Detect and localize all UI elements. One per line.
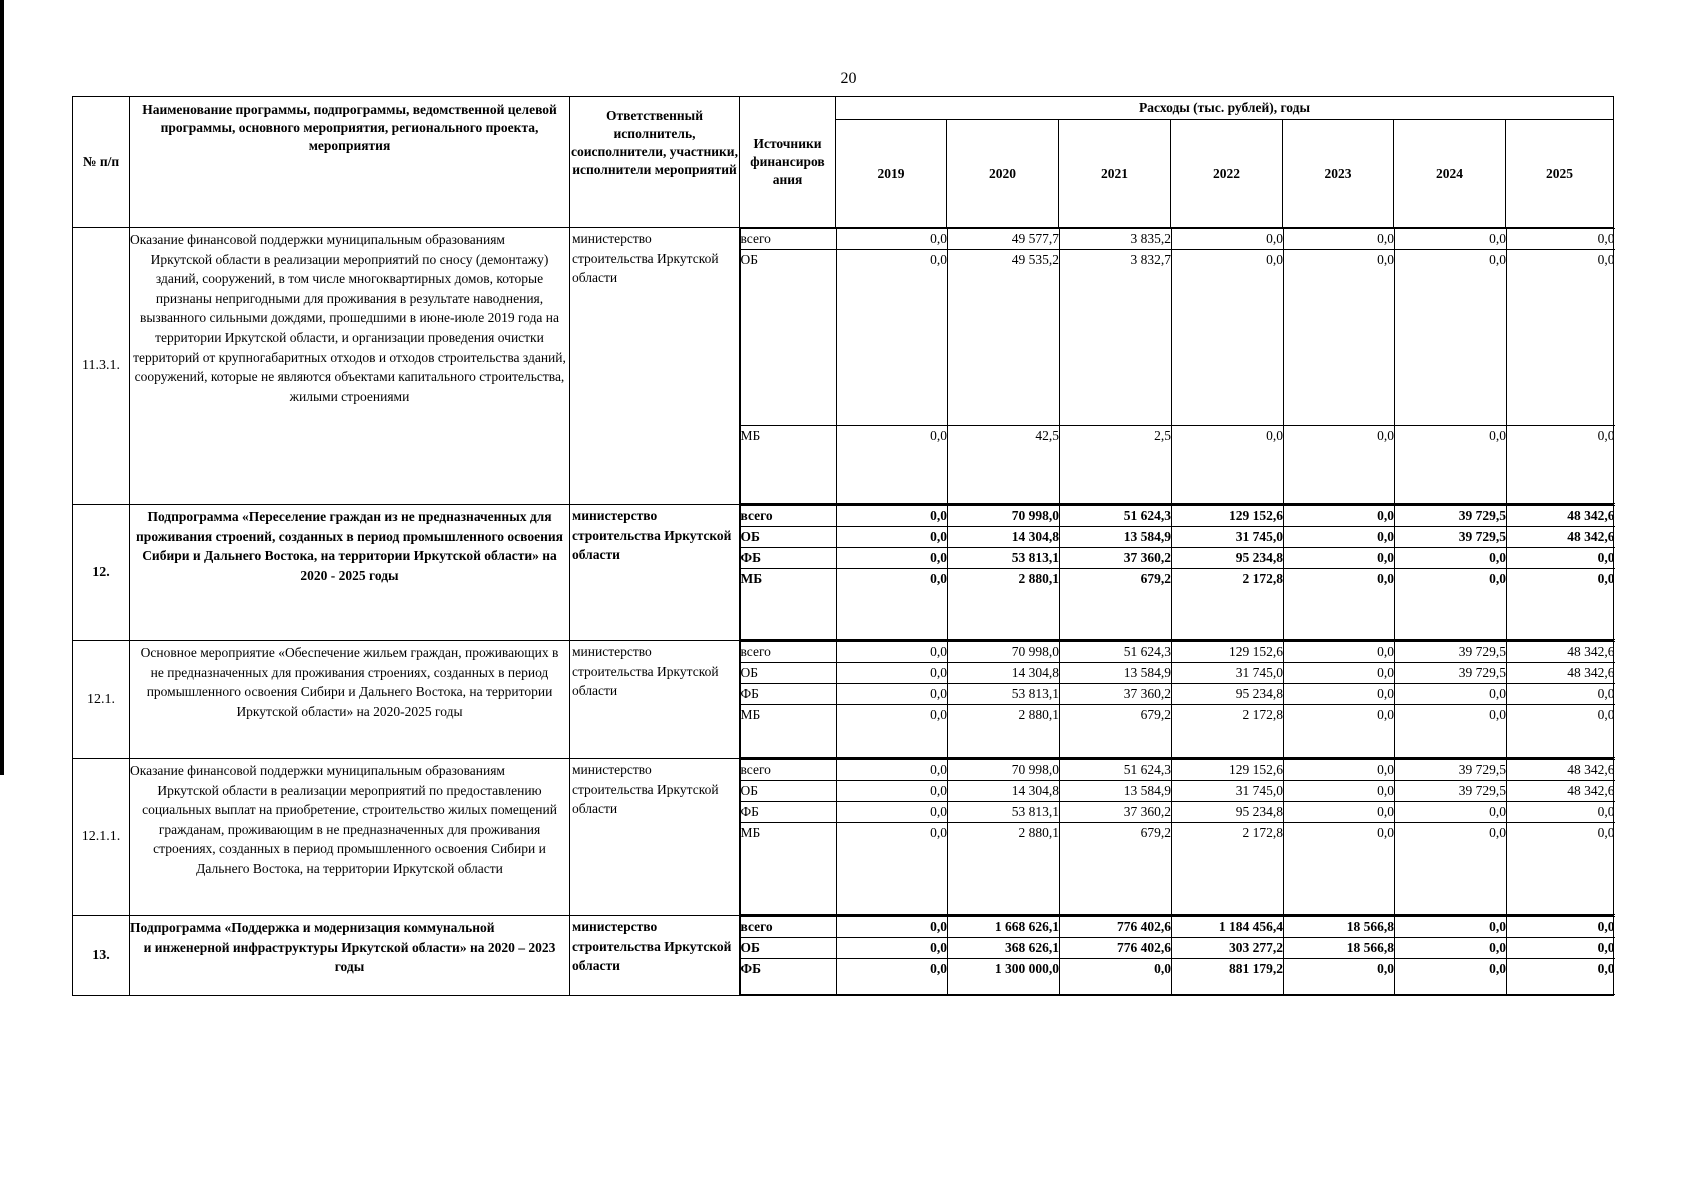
funding-value: 0,0 — [1507, 959, 1615, 995]
funding-source: ОБ — [741, 250, 837, 426]
funding-source-row — [741, 506, 1615, 527]
funding-value: 2 172,8 — [1172, 705, 1284, 758]
funding-value: 18 566,8 — [1284, 938, 1395, 959]
table-body — [73, 228, 1614, 996]
header-year: 2022 — [1171, 120, 1283, 228]
funding-value: 14 304,8 — [948, 663, 1060, 684]
row-name-first-line: Оказание финансовой поддержки муниципальным образованиям — [130, 763, 505, 778]
funding-source: ОБ — [741, 527, 837, 548]
funding-value: 0,0 — [837, 760, 948, 781]
funding-source: ОБ — [741, 938, 837, 959]
funding-value: 129 152,6 — [1172, 506, 1284, 527]
funding-value: 70 998,0 — [948, 760, 1060, 781]
row-name-text: и инженерной инфраструктуры Иркутской области» на 2020 – 2023 годы — [143, 939, 556, 975]
funding-value: 0,0 — [1172, 426, 1284, 504]
funding-value: 129 152,6 — [1172, 642, 1284, 663]
funding-source-row — [741, 527, 1615, 548]
funding-value: 2 172,8 — [1172, 569, 1284, 640]
funding-subtable — [741, 228, 1615, 504]
funding-value: 39 729,5 — [1395, 506, 1507, 527]
row-name-first-line: Оказание финансовой поддержки муниципальным образованиям — [130, 232, 505, 247]
funding-source: всего — [741, 760, 837, 781]
funding-value: 0,0 — [1284, 959, 1395, 995]
funding-value: 0,0 — [1395, 569, 1507, 640]
funding-value: 14 304,8 — [948, 527, 1060, 548]
funding-value: 0,0 — [837, 527, 948, 548]
table-row — [73, 641, 1614, 759]
funding-value: 0,0 — [1284, 527, 1395, 548]
funding-value: 48 342,6 — [1507, 663, 1615, 684]
funding-value: 0,0 — [1395, 229, 1507, 250]
funding-value: 48 342,6 — [1507, 642, 1615, 663]
funding-value: 2,5 — [1060, 426, 1172, 504]
funding-value: 0,0 — [1507, 938, 1615, 959]
funding-value: 0,0 — [837, 938, 948, 959]
funding-value: 13 584,9 — [1060, 527, 1172, 548]
row-executor: министерство строительства Иркутской области — [570, 916, 740, 996]
funding-source: ФБ — [741, 959, 837, 995]
row-number: 12.1. — [73, 641, 130, 759]
funding-value: 0,0 — [1284, 250, 1395, 426]
funding-value: 0,0 — [1284, 548, 1395, 569]
funding-value: 48 342,6 — [1507, 781, 1615, 802]
funding-value: 49 535,2 — [948, 250, 1060, 426]
row-name-first-line: Подпрограмма «Поддержка и модернизация коммунальной — [130, 920, 495, 935]
table-row — [73, 505, 1614, 641]
funding-value: 303 277,2 — [1172, 938, 1284, 959]
funding-value: 39 729,5 — [1395, 663, 1507, 684]
row-funding-cell — [740, 641, 1614, 759]
funding-value: 0,0 — [1284, 802, 1395, 823]
row-name — [130, 228, 570, 505]
funding-source: МБ — [741, 705, 837, 758]
funding-source-row — [741, 959, 1615, 995]
row-name-text: Подпрограмма «Переселение граждан из не предназначенных для проживания строений, созданных в период промышленного освоения Сибири и Дальнего Востока, на территории Иркутской области» на 2020 - 2025 годы — [136, 509, 563, 583]
row-funding-cell — [740, 916, 1614, 996]
row-number: 12.1.1. — [73, 759, 130, 916]
row-number: 11.3.1. — [73, 228, 130, 505]
funding-value: 0,0 — [837, 250, 948, 426]
header-year: 2020 — [947, 120, 1059, 228]
row-name — [130, 759, 570, 916]
header-expenses: Расходы (тыс. рублей), годы — [836, 97, 1614, 120]
funding-value: 31 745,0 — [1172, 663, 1284, 684]
funding-source: МБ — [741, 823, 837, 915]
row-name — [130, 641, 570, 759]
funding-subtable — [741, 759, 1615, 915]
funding-value: 0,0 — [837, 823, 948, 915]
funding-value: 31 745,0 — [1172, 781, 1284, 802]
funding-value: 0,0 — [837, 705, 948, 758]
funding-source-row — [741, 781, 1615, 802]
funding-value: 0,0 — [1507, 917, 1615, 938]
funding-value: 0,0 — [837, 426, 948, 504]
funding-value: 39 729,5 — [1395, 760, 1507, 781]
funding-value: 0,0 — [1507, 548, 1615, 569]
funding-value: 0,0 — [1284, 684, 1395, 705]
funding-value: 0,0 — [837, 569, 948, 640]
row-funding-cell — [740, 759, 1614, 916]
header-year: 2021 — [1059, 120, 1171, 228]
funding-value: 0,0 — [837, 229, 948, 250]
funding-value: 0,0 — [1395, 426, 1507, 504]
table-row — [73, 916, 1614, 996]
funding-value: 0,0 — [1507, 229, 1615, 250]
funding-value: 0,0 — [1507, 250, 1615, 426]
funding-source: всего — [741, 229, 837, 250]
funding-value: 13 584,9 — [1060, 663, 1172, 684]
funding-source: МБ — [741, 569, 837, 640]
funding-value: 2 172,8 — [1172, 823, 1284, 915]
funding-source-row — [741, 569, 1615, 640]
funding-value: 0,0 — [1395, 705, 1507, 758]
funding-value: 776 402,6 — [1060, 938, 1172, 959]
funding-value: 0,0 — [1507, 569, 1615, 640]
funding-value: 0,0 — [1284, 229, 1395, 250]
header-num: № п/п — [73, 97, 130, 228]
funding-value: 95 234,8 — [1172, 802, 1284, 823]
funding-value: 0,0 — [1284, 569, 1395, 640]
funding-value: 368 626,1 — [948, 938, 1060, 959]
row-name-text: Иркутской области в реализации мероприятий по сносу (демонтажу) зданий, сооружений, в том числе многоквартирных домов, которые признаны непригодными для проживания в результате наводнения, вызванного сильными дождями, прошедшими в июне-июле 2019 года на территории Иркутской области, и организации проведения очистки территорий от крупногабаритных отходов и отходов строительства зданий, сооружений, которые не являются объектами капитального строительства, жилыми строениями — [133, 251, 566, 404]
funding-value: 2 880,1 — [948, 823, 1060, 915]
funding-value: 0,0 — [1507, 426, 1615, 504]
funding-value: 0,0 — [837, 642, 948, 663]
funding-value: 0,0 — [837, 506, 948, 527]
row-name — [130, 505, 570, 641]
funding-value: 51 624,3 — [1060, 642, 1172, 663]
funding-value: 18 566,8 — [1284, 917, 1395, 938]
funding-value: 0,0 — [1060, 959, 1172, 995]
funding-value: 0,0 — [1507, 823, 1615, 915]
funding-value: 13 584,9 — [1060, 781, 1172, 802]
header-year: 2024 — [1394, 120, 1506, 228]
funding-value: 70 998,0 — [948, 506, 1060, 527]
funding-source: всего — [741, 506, 837, 527]
funding-source-row — [741, 823, 1615, 915]
funding-value: 48 342,6 — [1507, 760, 1615, 781]
funding-value: 0,0 — [837, 663, 948, 684]
funding-value: 0,0 — [1284, 823, 1395, 915]
left-margin-bar — [0, 0, 4, 775]
funding-value: 70 998,0 — [948, 642, 1060, 663]
row-name-text: Основное мероприятие «Обеспечение жильем граждан, проживающих в не предназначенных для проживания строениях, созданных в период промышленного освоения Сибири и Дальнего Востока, на территории Иркутской области» на 2020-2025 годы — [140, 645, 559, 719]
funding-source: всего — [741, 642, 837, 663]
funding-value: 0,0 — [1395, 250, 1507, 426]
funding-source: ОБ — [741, 781, 837, 802]
funding-value: 881 179,2 — [1172, 959, 1284, 995]
funding-value: 0,0 — [837, 917, 948, 938]
funding-value: 0,0 — [1284, 506, 1395, 527]
funding-value: 0,0 — [1284, 426, 1395, 504]
funding-source: ФБ — [741, 802, 837, 823]
funding-value: 37 360,2 — [1060, 802, 1172, 823]
funding-value: 39 729,5 — [1395, 527, 1507, 548]
header-year: 2019 — [836, 120, 947, 228]
funding-value: 95 234,8 — [1172, 548, 1284, 569]
funding-value: 1 668 626,1 — [948, 917, 1060, 938]
header-source: Источники финансиров ания — [740, 97, 836, 228]
funding-value: 0,0 — [1395, 684, 1507, 705]
funding-value: 51 624,3 — [1060, 760, 1172, 781]
row-executor: министерство строительства Иркутской области — [570, 759, 740, 916]
funding-value: 3 835,2 — [1060, 229, 1172, 250]
funding-value: 0,0 — [1395, 959, 1507, 995]
funding-value: 37 360,2 — [1060, 684, 1172, 705]
funding-value: 0,0 — [1395, 917, 1507, 938]
funding-source-row — [741, 250, 1615, 426]
row-executor: министерство строительства Иркутской области — [570, 641, 740, 759]
row-number: 13. — [73, 916, 130, 996]
table-row — [73, 228, 1614, 505]
funding-value: 0,0 — [1507, 705, 1615, 758]
funding-value: 0,0 — [1395, 548, 1507, 569]
funding-subtable — [741, 916, 1615, 995]
funding-value: 0,0 — [1507, 684, 1615, 705]
funding-value: 0,0 — [1172, 250, 1284, 426]
budget-table — [72, 96, 1614, 996]
funding-value: 95 234,8 — [1172, 684, 1284, 705]
funding-value: 14 304,8 — [948, 781, 1060, 802]
funding-source-row — [741, 229, 1615, 250]
funding-value: 1 300 000,0 — [948, 959, 1060, 995]
funding-source-row — [741, 760, 1615, 781]
funding-value: 48 342,6 — [1507, 527, 1615, 548]
row-executor: министерство строительства Иркутской области — [570, 505, 740, 641]
funding-value: 2 880,1 — [948, 705, 1060, 758]
funding-value: 0,0 — [1395, 823, 1507, 915]
funding-value: 0,0 — [1284, 760, 1395, 781]
funding-source-row — [741, 917, 1615, 938]
row-number: 12. — [73, 505, 130, 641]
funding-value: 53 813,1 — [948, 802, 1060, 823]
funding-subtable — [741, 641, 1615, 758]
funding-value: 0,0 — [1284, 781, 1395, 802]
funding-value: 679,2 — [1060, 823, 1172, 915]
row-name-text: Иркутской области в реализации мероприятий по предоставлению социальных выплат на приобретение, строительство жилых помещений гражданам, проживающим в не предназначенных для проживания строениях, созданных в период промышленного освоения Сибири и Дальнего Востока, на территории Иркутской области — [142, 782, 557, 876]
funding-value: 129 152,6 — [1172, 760, 1284, 781]
funding-value: 48 342,6 — [1507, 506, 1615, 527]
funding-value: 3 832,7 — [1060, 250, 1172, 426]
funding-value: 53 813,1 — [948, 684, 1060, 705]
funding-value: 2 880,1 — [948, 569, 1060, 640]
funding-value: 39 729,5 — [1395, 781, 1507, 802]
table-row — [73, 759, 1614, 916]
funding-source: МБ — [741, 426, 837, 504]
funding-subtable — [741, 505, 1615, 640]
funding-value: 0,0 — [1395, 938, 1507, 959]
header-executor: Ответственный исполнитель, соисполнители, участники, исполнители мероприятий — [570, 97, 740, 228]
funding-value: 0,0 — [1284, 705, 1395, 758]
funding-source: ОБ — [741, 663, 837, 684]
funding-value: 0,0 — [1284, 642, 1395, 663]
funding-value: 0,0 — [837, 959, 948, 995]
funding-value: 1 184 456,4 — [1172, 917, 1284, 938]
funding-value: 679,2 — [1060, 569, 1172, 640]
funding-value: 679,2 — [1060, 705, 1172, 758]
funding-value: 0,0 — [837, 781, 948, 802]
funding-source-row — [741, 802, 1615, 823]
funding-value: 53 813,1 — [948, 548, 1060, 569]
funding-value: 0,0 — [1172, 229, 1284, 250]
row-funding-cell — [740, 228, 1614, 505]
funding-source-row — [741, 705, 1615, 758]
funding-value: 31 745,0 — [1172, 527, 1284, 548]
funding-value: 776 402,6 — [1060, 917, 1172, 938]
funding-source-row — [741, 938, 1615, 959]
funding-source-row — [741, 684, 1615, 705]
page-number: 20 — [840, 70, 857, 87]
funding-value: 37 360,2 — [1060, 548, 1172, 569]
funding-value: 0,0 — [1284, 663, 1395, 684]
header-name: Наименование программы, подпрограммы, ведомственной целевой программы, основного мероприятия, регионального проекта, мероприятия — [130, 97, 570, 228]
funding-source: ФБ — [741, 684, 837, 705]
row-name — [130, 916, 570, 996]
funding-value: 51 624,3 — [1060, 506, 1172, 527]
funding-value: 49 577,7 — [948, 229, 1060, 250]
funding-value: 0,0 — [837, 684, 948, 705]
funding-value: 0,0 — [1507, 802, 1615, 823]
funding-source-row — [741, 426, 1615, 504]
funding-source-row — [741, 548, 1615, 569]
funding-source-row — [741, 642, 1615, 663]
row-executor: министерство строительства Иркутской области — [570, 228, 740, 505]
row-funding-cell — [740, 505, 1614, 641]
header-year: 2025 — [1506, 120, 1614, 228]
funding-source-row — [741, 663, 1615, 684]
funding-value: 0,0 — [1395, 802, 1507, 823]
funding-value: 0,0 — [837, 548, 948, 569]
funding-source: всего — [741, 917, 837, 938]
header-year: 2023 — [1283, 120, 1394, 228]
funding-value: 39 729,5 — [1395, 642, 1507, 663]
funding-value: 0,0 — [837, 802, 948, 823]
funding-value: 42,5 — [948, 426, 1060, 504]
funding-source: ФБ — [741, 548, 837, 569]
